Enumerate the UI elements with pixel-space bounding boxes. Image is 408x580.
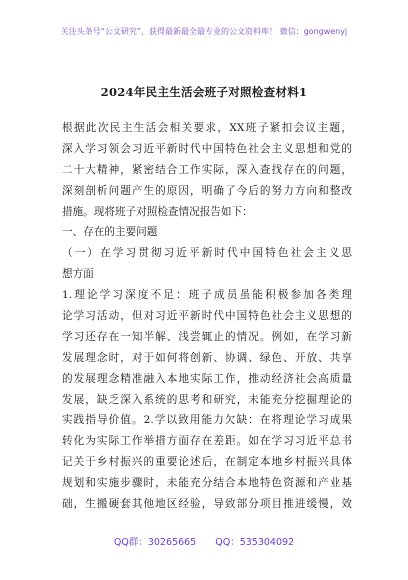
paragraph-line: 规划和实施步骤时，未能充分结合本地特色资源和产业基 xyxy=(62,477,352,490)
paragraph-line: 实践指导价值。2.学以致用能力欠缺：在将理论学习成果 xyxy=(62,414,352,427)
paragraph-line: 学习还存在一知半解、浅尝辄止的情况。例如，在学习新 xyxy=(62,330,352,343)
paragraph-line: 深刻剖析问题产生的原因，明确了今后的努力方向和整改 xyxy=(62,184,352,197)
paragraph-line: 发展，缺乏深入系统的思考和研究，未能充分挖掘理论的 xyxy=(62,393,352,406)
paragraph-line: 深入学习领会习近平新时代中国特色社会主义思想和党的 xyxy=(62,142,352,155)
section-heading: 一、存在的主要问题 xyxy=(62,226,158,239)
paragraph-line: 根据此次民主生活会相关要求，XX班子紧扣会议主题， xyxy=(62,122,352,134)
paragraph-line: 发展理念时，对于如何将创新、协调、绿色、开放、共享 xyxy=(62,351,352,364)
paragraph-line: 措施。现将班子对照检查情况报告如下： xyxy=(62,205,253,218)
subsection-heading: 想方面 xyxy=(62,268,94,281)
footer-contact xyxy=(0,534,408,548)
paragraph-line: 1.理论学习深度不足：班子成员虽能积极参加各类理 xyxy=(62,289,352,302)
paragraph-line: 记关于乡村振兴的重要论述后，在制定本地乡村振兴具体 xyxy=(62,456,352,469)
paragraph-line: 二十大精神，紧密结合工作实际，深入查找存在的问题， xyxy=(62,163,352,176)
paragraph-line: 论学习活动，但对习近平新时代中国特色社会主义思想的 xyxy=(62,310,352,323)
header-promo-note: 关注头条号“公文研究”，获得最新最全最专业的公文资料库！ 微信：gongwenyj xyxy=(60,27,348,36)
paragraph-line: 的发展理念精准融入本地实际工作，推动经济社会高质量 xyxy=(62,372,352,385)
paragraph-line: 础，生搬硬套其他地区经验，导致部分项目推进缓慢，效 xyxy=(62,498,352,511)
paragraph-line: 转化为实际工作举措方面存在差距。如在学习习近平总书 xyxy=(62,435,352,448)
document-body xyxy=(62,118,352,515)
footer-qq-group: QQ群：30265665 xyxy=(113,537,197,548)
footer-qq: QQ：535304092 xyxy=(215,537,295,548)
subsection-heading: （一）在学习贯彻习近平新时代中国特色社会主义思 xyxy=(62,247,352,260)
document-title: 2024年民主生活会班子对照检查材料1 xyxy=(100,85,308,99)
